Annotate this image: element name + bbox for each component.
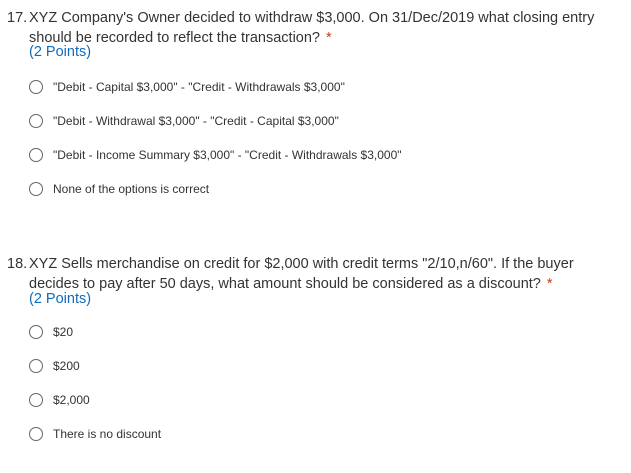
option-label: "Debit - Income Summary $3,000" - "Credit - Withdrawals $3,000" xyxy=(53,148,402,162)
required-marker: * xyxy=(326,30,332,46)
option-label: There is no discount xyxy=(53,427,162,441)
option-18-c[interactable] xyxy=(29,390,589,410)
option-label: "Debit - Capital $3,000" - "Credit - Withdrawals $3,000" xyxy=(53,80,345,94)
radio-button[interactable] xyxy=(29,393,43,407)
radio-button[interactable] xyxy=(29,427,43,441)
radio-button[interactable] xyxy=(29,359,43,373)
question-prompt: XYZ Company's Owner decided to withdraw $3,000. On 31/Dec/2019 what closing entry should be recorded to reflect the transaction? xyxy=(29,10,595,46)
radio-button[interactable] xyxy=(29,80,43,94)
question-prompt: XYZ Sells merchandise on credit for $2,000 with credit terms "2/10,n/60". If the buyer decides to pay after 50 days, what amount should be considered as a discount? xyxy=(29,256,574,292)
option-18-a[interactable] xyxy=(29,322,589,342)
radio-button[interactable] xyxy=(29,114,43,128)
option-label: $200 xyxy=(53,359,80,373)
question-number: 17. xyxy=(7,10,28,26)
option-18-b[interactable] xyxy=(29,356,589,376)
question-text xyxy=(29,8,625,48)
option-17-b[interactable] xyxy=(29,111,589,131)
option-label: $20 xyxy=(53,325,74,339)
radio-button[interactable] xyxy=(29,148,43,162)
question-number: 18. xyxy=(7,256,28,272)
option-label: "Debit - Withdrawal $3,000" - "Credit - Capital $3,000" xyxy=(53,114,339,128)
option-18-d[interactable] xyxy=(29,424,589,444)
question-points: (2 Points) xyxy=(29,44,92,60)
option-17-c[interactable] xyxy=(29,145,589,165)
option-label: $2,000 xyxy=(53,393,90,407)
option-17-d[interactable] xyxy=(29,179,589,199)
question-text xyxy=(29,254,625,294)
question-points: (2 Points) xyxy=(29,291,92,307)
radio-button[interactable] xyxy=(29,182,43,196)
option-17-a[interactable] xyxy=(29,77,589,97)
required-marker: * xyxy=(546,276,553,292)
radio-button[interactable] xyxy=(29,325,43,339)
option-label: None of the options is correct xyxy=(53,182,210,196)
